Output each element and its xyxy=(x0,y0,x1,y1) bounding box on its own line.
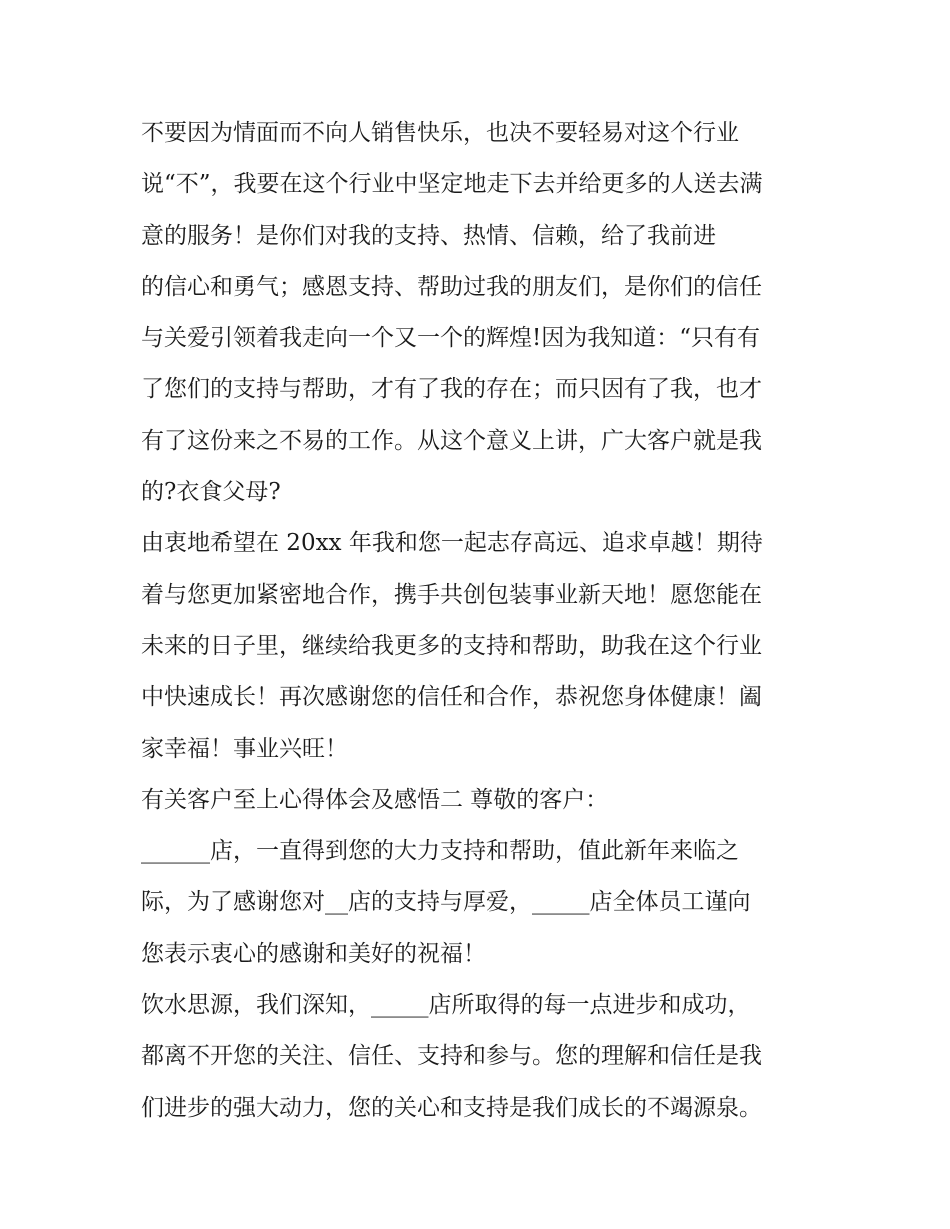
text-line: 说“不”，我要在这个行业中坚定地走下去并给更多的人送去满 xyxy=(141,171,763,198)
text-line: 们进步的强大动力，您的关心和支持是我们成长的不竭源泉。 xyxy=(141,1094,762,1121)
text-line: ______店，一直得到您的大力支持和帮助，值此新年来临之 xyxy=(141,838,739,865)
text-line: 的?衣食父母? xyxy=(141,479,281,506)
text-line: 家幸福！事业兴旺！ xyxy=(141,735,348,762)
text-line: 的信心和勇气；感恩支持、帮助过我的朋友们，是你们的信任 xyxy=(141,273,762,300)
text-line: 际，为了感谢您对__店的支持与厚爱，_____店全体员工谨向 xyxy=(141,889,751,916)
text-line: 由衷地希望在 20xx 年我和您一起志存高远、追求卓越！期待 xyxy=(141,530,763,557)
text-line: 着与您更加紧密地合作，携手共创包装事业新天地！愿您能在 xyxy=(141,581,762,608)
body-text xyxy=(141,108,831,1134)
text-line: 了您们的支持与帮助，才有了我的存在；而只因有了我，也才 xyxy=(141,376,762,403)
text-line: 有了这份来之不易的工作。从这个意义上讲，广大客户就是我 xyxy=(141,427,762,454)
section-heading: 有关客户至上心得体会及感悟二 尊敬的客户： xyxy=(141,786,609,813)
text-line: 与关爱引领着我走向一个又一个的辉煌!因为我知道：“只有有 xyxy=(141,325,761,352)
text-line: 饮水思源，我们深知，_____店所取得的每一点进步和成功， xyxy=(141,992,751,1019)
text-line: 不要因为情面而不向人销售快乐，也决不要轻易对这个行业 xyxy=(141,120,739,146)
text-line: 未来的日子里，继续给我更多的支持和帮助，助我在这个行业 xyxy=(141,632,762,659)
text-line: 都离不开您的关注、信任、支持和参与。您的理解和信任是我 xyxy=(141,1043,762,1070)
text-line: 您表示衷心的感谢和美好的祝福！ xyxy=(141,940,486,967)
text-line: 意的服务！是你们对我的支持、热情、信赖，给了我前进 xyxy=(141,222,716,249)
text-line: 中快速成长！再次感谢您的信任和合作，恭祝您身体健康！阖 xyxy=(141,684,762,711)
